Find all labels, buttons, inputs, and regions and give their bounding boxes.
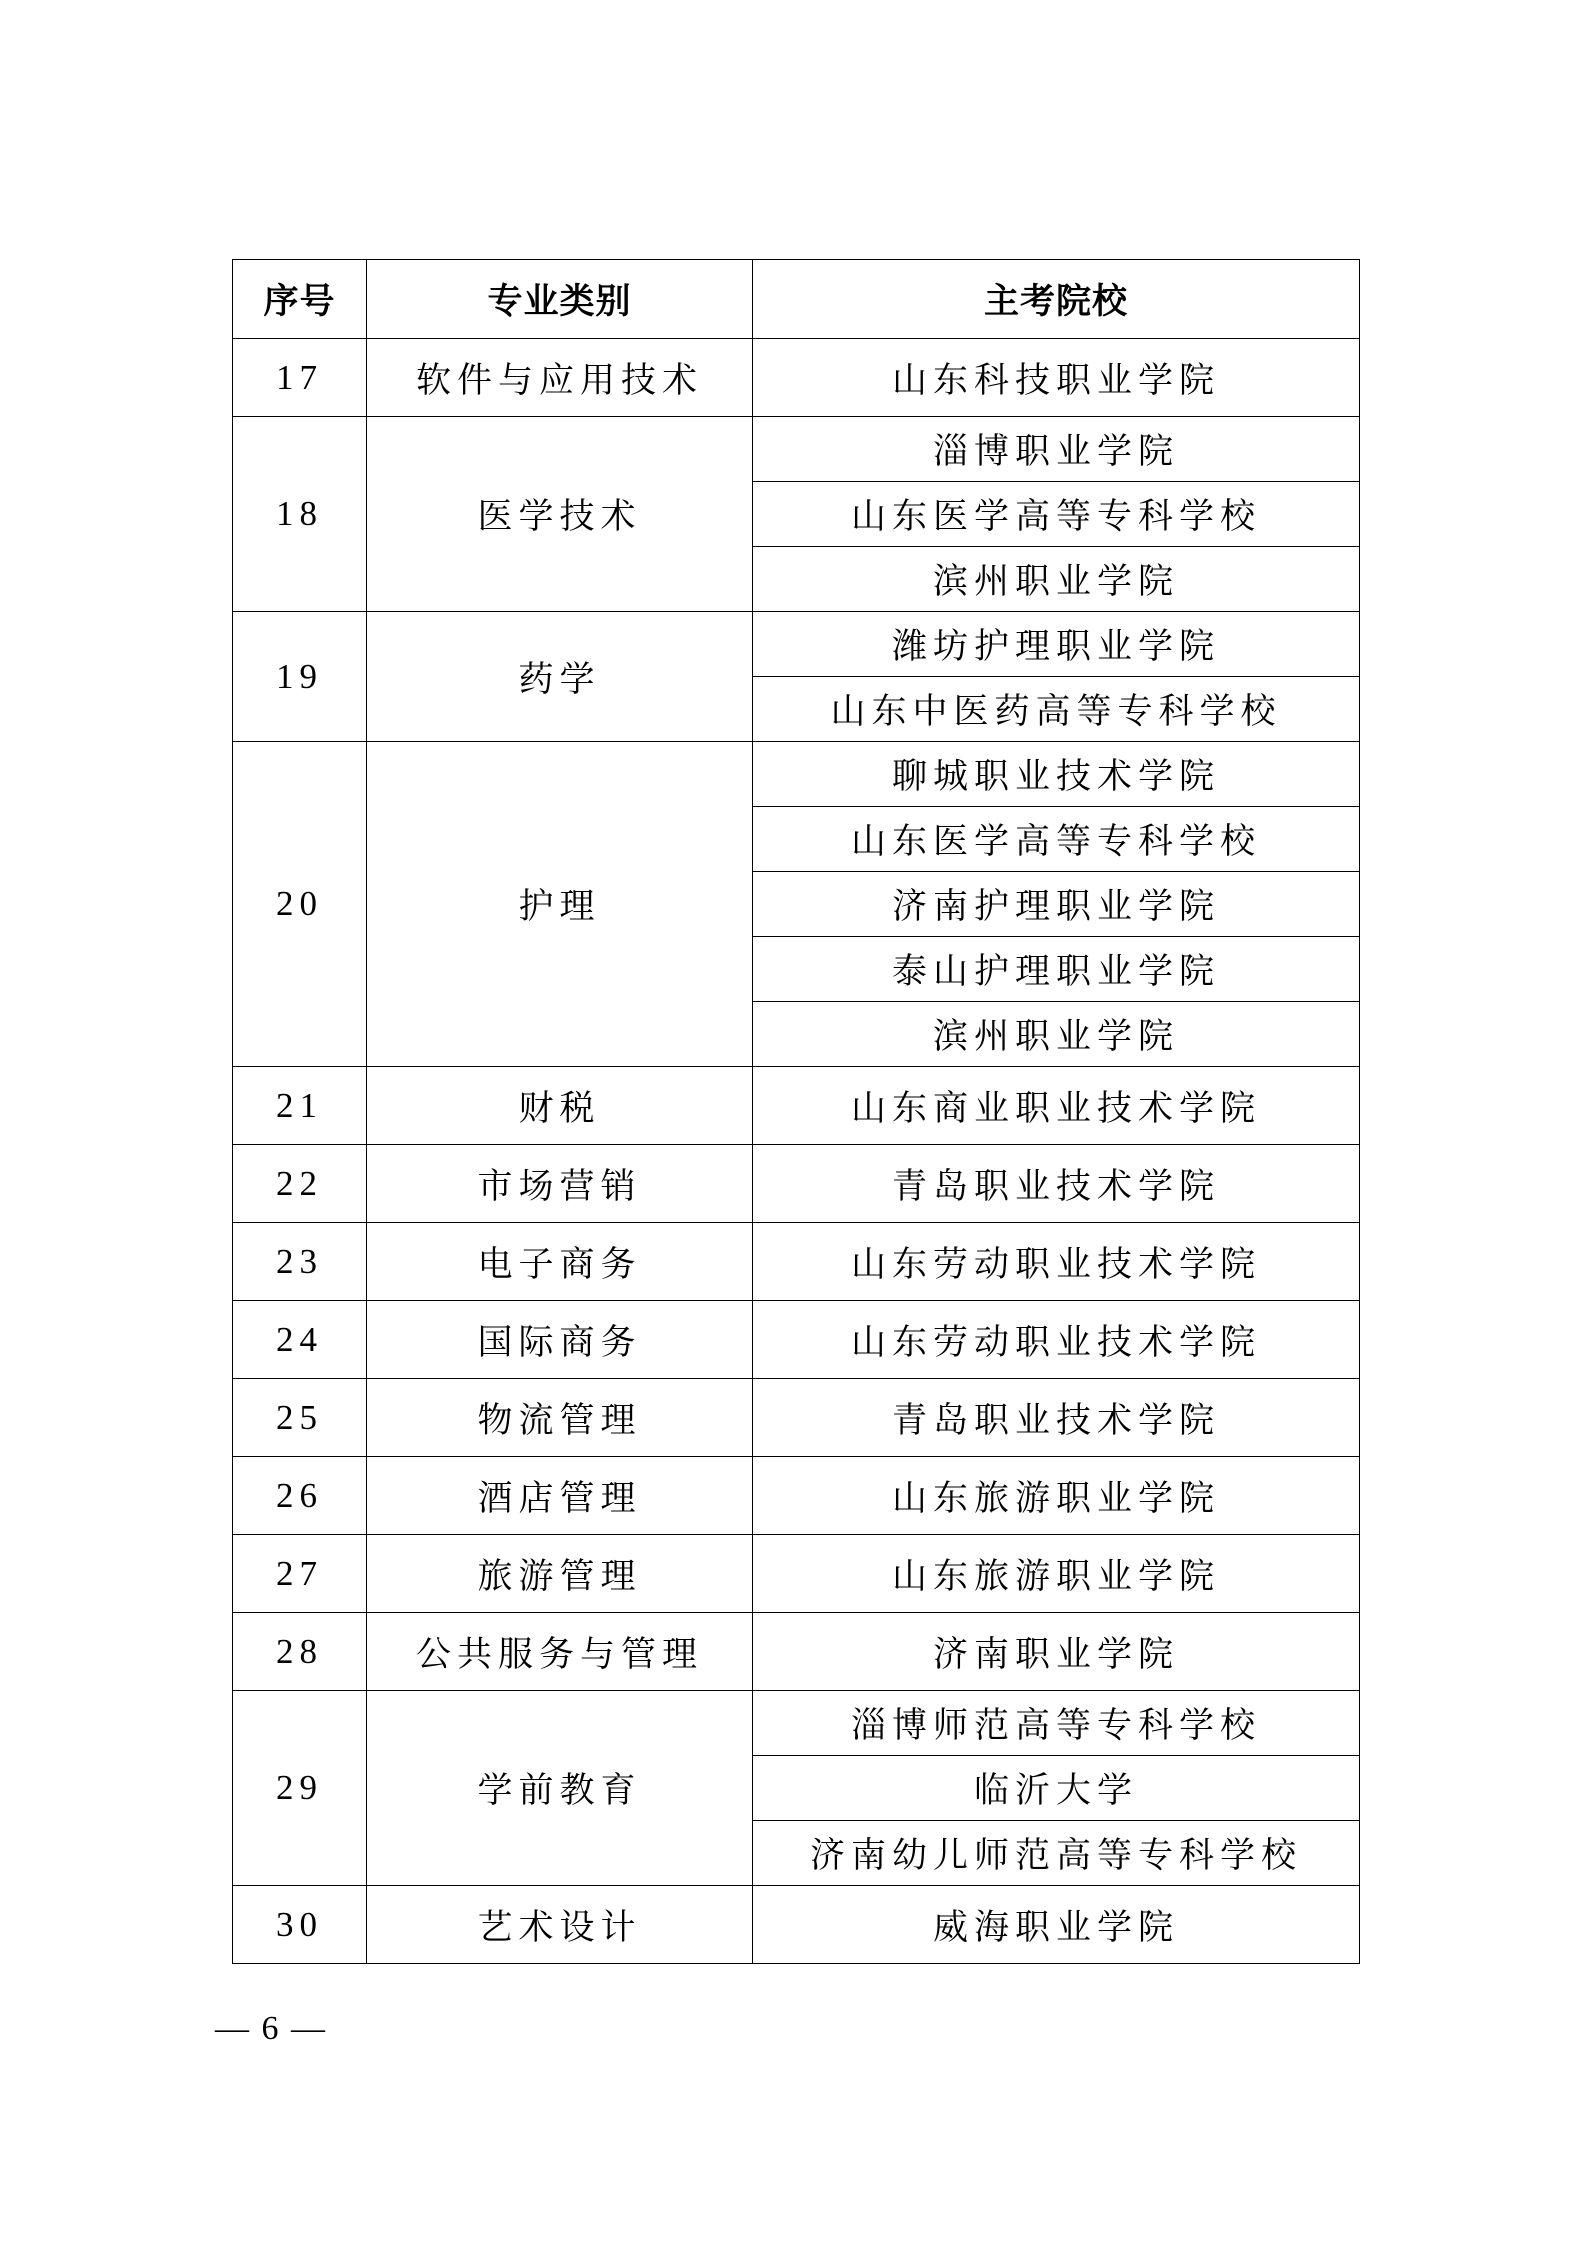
table-row (233, 1379, 1360, 1457)
row-school: 济南护理职业学院 (753, 872, 1360, 937)
header-no: 序号 (233, 260, 367, 339)
row-category: 艺术设计 (367, 1886, 753, 1964)
row-number: 23 (233, 1223, 367, 1301)
row-category: 物流管理 (367, 1379, 753, 1457)
row-school: 山东医学高等专科学校 (753, 807, 1360, 872)
row-school: 淄博师范高等专科学校 (753, 1691, 1360, 1756)
row-school: 威海职业学院 (753, 1886, 1360, 1964)
table-row (233, 1067, 1360, 1145)
row-school: 济南幼儿师范高等专科学校 (753, 1821, 1360, 1886)
row-school: 临沂大学 (753, 1756, 1360, 1821)
row-school: 山东科技职业学院 (753, 339, 1360, 417)
row-school: 淄博职业学院 (753, 417, 1360, 482)
table-row (233, 1457, 1360, 1535)
row-category: 药学 (367, 612, 753, 742)
table-header-row (233, 260, 1360, 339)
row-school: 泰山护理职业学院 (753, 937, 1360, 1002)
row-school: 山东商业职业技术学院 (753, 1067, 1360, 1145)
row-school: 山东旅游职业学院 (753, 1535, 1360, 1613)
row-number: 27 (233, 1535, 367, 1613)
row-school: 滨州职业学院 (753, 1002, 1360, 1067)
table-row (233, 1886, 1360, 1964)
row-number: 20 (233, 742, 367, 1067)
header-category: 专业类别 (367, 260, 753, 339)
row-school: 潍坊护理职业学院 (753, 612, 1360, 677)
header-school: 主考院校 (753, 260, 1360, 339)
row-number: 25 (233, 1379, 367, 1457)
row-school: 青岛职业技术学院 (753, 1379, 1360, 1457)
table-row (233, 742, 1360, 807)
table-body (233, 339, 1360, 1964)
row-category: 财税 (367, 1067, 753, 1145)
row-category: 国际商务 (367, 1301, 753, 1379)
row-number: 28 (233, 1613, 367, 1691)
school-table (232, 259, 1360, 1964)
row-number: 26 (233, 1457, 367, 1535)
table-row (233, 1691, 1360, 1756)
row-category: 护理 (367, 742, 753, 1067)
row-category: 软件与应用技术 (367, 339, 753, 417)
table-row (233, 1301, 1360, 1379)
row-category: 医学技术 (367, 417, 753, 612)
row-school: 山东劳动职业技术学院 (753, 1223, 1360, 1301)
row-number: 30 (233, 1886, 367, 1964)
table-row (233, 339, 1360, 417)
row-category: 学前教育 (367, 1691, 753, 1886)
row-school: 山东旅游职业学院 (753, 1457, 1360, 1535)
row-category: 酒店管理 (367, 1457, 753, 1535)
row-number: 18 (233, 417, 367, 612)
row-school: 山东中医药高等专科学校 (753, 677, 1360, 742)
row-number: 29 (233, 1691, 367, 1886)
row-number: 24 (233, 1301, 367, 1379)
row-category: 电子商务 (367, 1223, 753, 1301)
table-row (233, 417, 1360, 482)
table-row (233, 1145, 1360, 1223)
row-category: 旅游管理 (367, 1535, 753, 1613)
page-number: — 6 — (215, 2010, 327, 2047)
row-number: 21 (233, 1067, 367, 1145)
row-school: 滨州职业学院 (753, 547, 1360, 612)
row-school: 聊城职业技术学院 (753, 742, 1360, 807)
row-school: 山东劳动职业技术学院 (753, 1301, 1360, 1379)
table-row (233, 1535, 1360, 1613)
table-row (233, 612, 1360, 677)
table-row (233, 1613, 1360, 1691)
row-category: 公共服务与管理 (367, 1613, 753, 1691)
table-row (233, 1223, 1360, 1301)
row-school: 山东医学高等专科学校 (753, 482, 1360, 547)
row-school: 济南职业学院 (753, 1613, 1360, 1691)
row-number: 17 (233, 339, 367, 417)
row-category: 市场营销 (367, 1145, 753, 1223)
row-number: 22 (233, 1145, 367, 1223)
row-number: 19 (233, 612, 367, 742)
row-school: 青岛职业技术学院 (753, 1145, 1360, 1223)
